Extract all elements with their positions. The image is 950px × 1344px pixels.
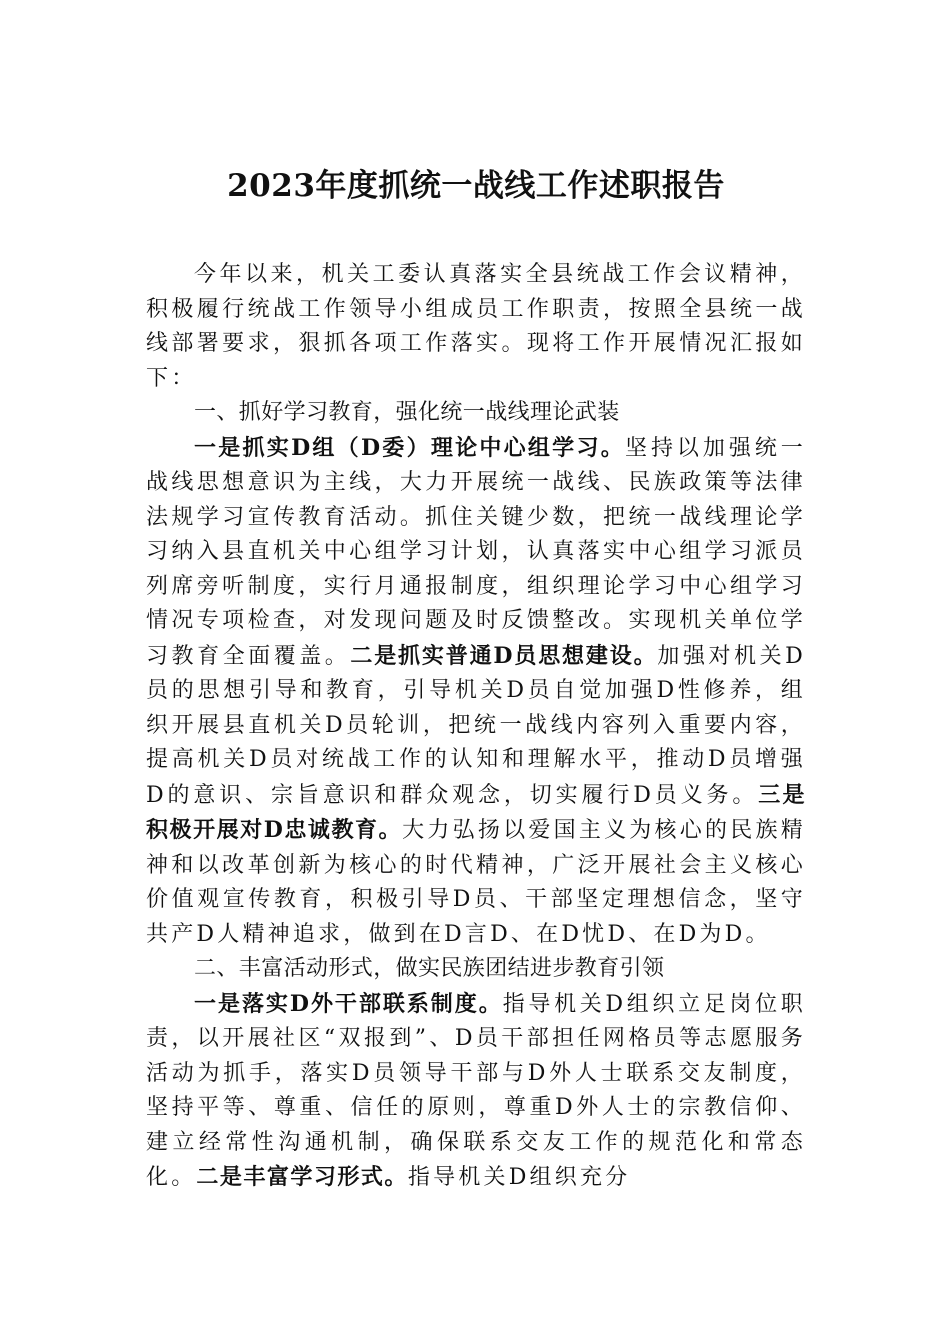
section-2-paragraph — [146, 987, 806, 1196]
section-1-lead-1: 一是抓实D组（D委）理论中心组学习。 — [194, 434, 625, 461]
section-1-heading: 一、抓好学习教育，强化统一战线理论武装 — [194, 400, 620, 425]
section-2-heading: 二、丰富活动形式，做实民族团结进步教育引领 — [194, 956, 665, 981]
section-1-lead-3: 三是积极开展对D忠诚教育。 — [146, 781, 806, 843]
intro-paragraph: 今年以来，机关工委认真落实全县统战工作会议精神，积极履行统战工作领导小组成员工作职责，按照全县统一战线部署要求，狠抓各项工作落实。现将工作开展情况汇报如下： — [146, 262, 806, 391]
section-2-text-2: 指导机关D组织充分 — [407, 1165, 631, 1190]
section-1-text-2: 加强对机关D员的思想引导和教育，引导机关D员自觉加强D性修养，组织开展县直机关D员轮训，把统一战线内容列入重要内容，提高机关D员对统战工作的认知和理解水平，推动D员增强D的意识、宗旨意识和群众观念，切实履行D员义务。 — [146, 643, 806, 808]
document-title: 2023年度抓统一战线工作述职报告 — [227, 168, 725, 204]
section-2-lead-1: 一是落实D外干部联系制度。 — [194, 990, 503, 1017]
section-1-paragraph — [146, 431, 806, 953]
document-body — [146, 258, 806, 1196]
section-2-lead-2: 二是丰富学习形式。 — [196, 1164, 408, 1190]
section-2-text-1: 指导机关D组织立足岗位职责，以开展社区“双报到”、D员干部担任网格员等志愿服务活动为抓手，落实D员领导干部与D外人士联系交友制度，坚持平等、尊重、信任的原则，尊重D外人士的宗教信仰、建立经常性沟通机制，确保联系交友工作的规范化和常态化。 — [146, 991, 806, 1190]
section-1-text-1: 坚持以加强统一战线思想意识为主线，大力开展统一战线、民族政策等法律法规学习宣传教育活动。抓住关键少数，把统一战线理论学习纳入县直机关中心组学习计划，认真落实中心组学习派员列席旁听制度，实行月通报制度，组织理论学习中心组学习情况专项检查，对发现问题及时反馈整改。实现机关单位学习教育全面覆盖。 — [146, 435, 806, 669]
section-1-text-3: 大力弘扬以爱国主义为核心的民族精神和以改革创新为核心的时代精神，广泛开展社会主义核心价值观宣传教育，积极引导D员、干部坚定理想信念，坚守共产D人精神追求，做到在D言D、在D忧D、在D为D。 — [146, 818, 806, 947]
section-1-lead-2: 二是抓实普通D员思想建设。 — [350, 642, 658, 669]
